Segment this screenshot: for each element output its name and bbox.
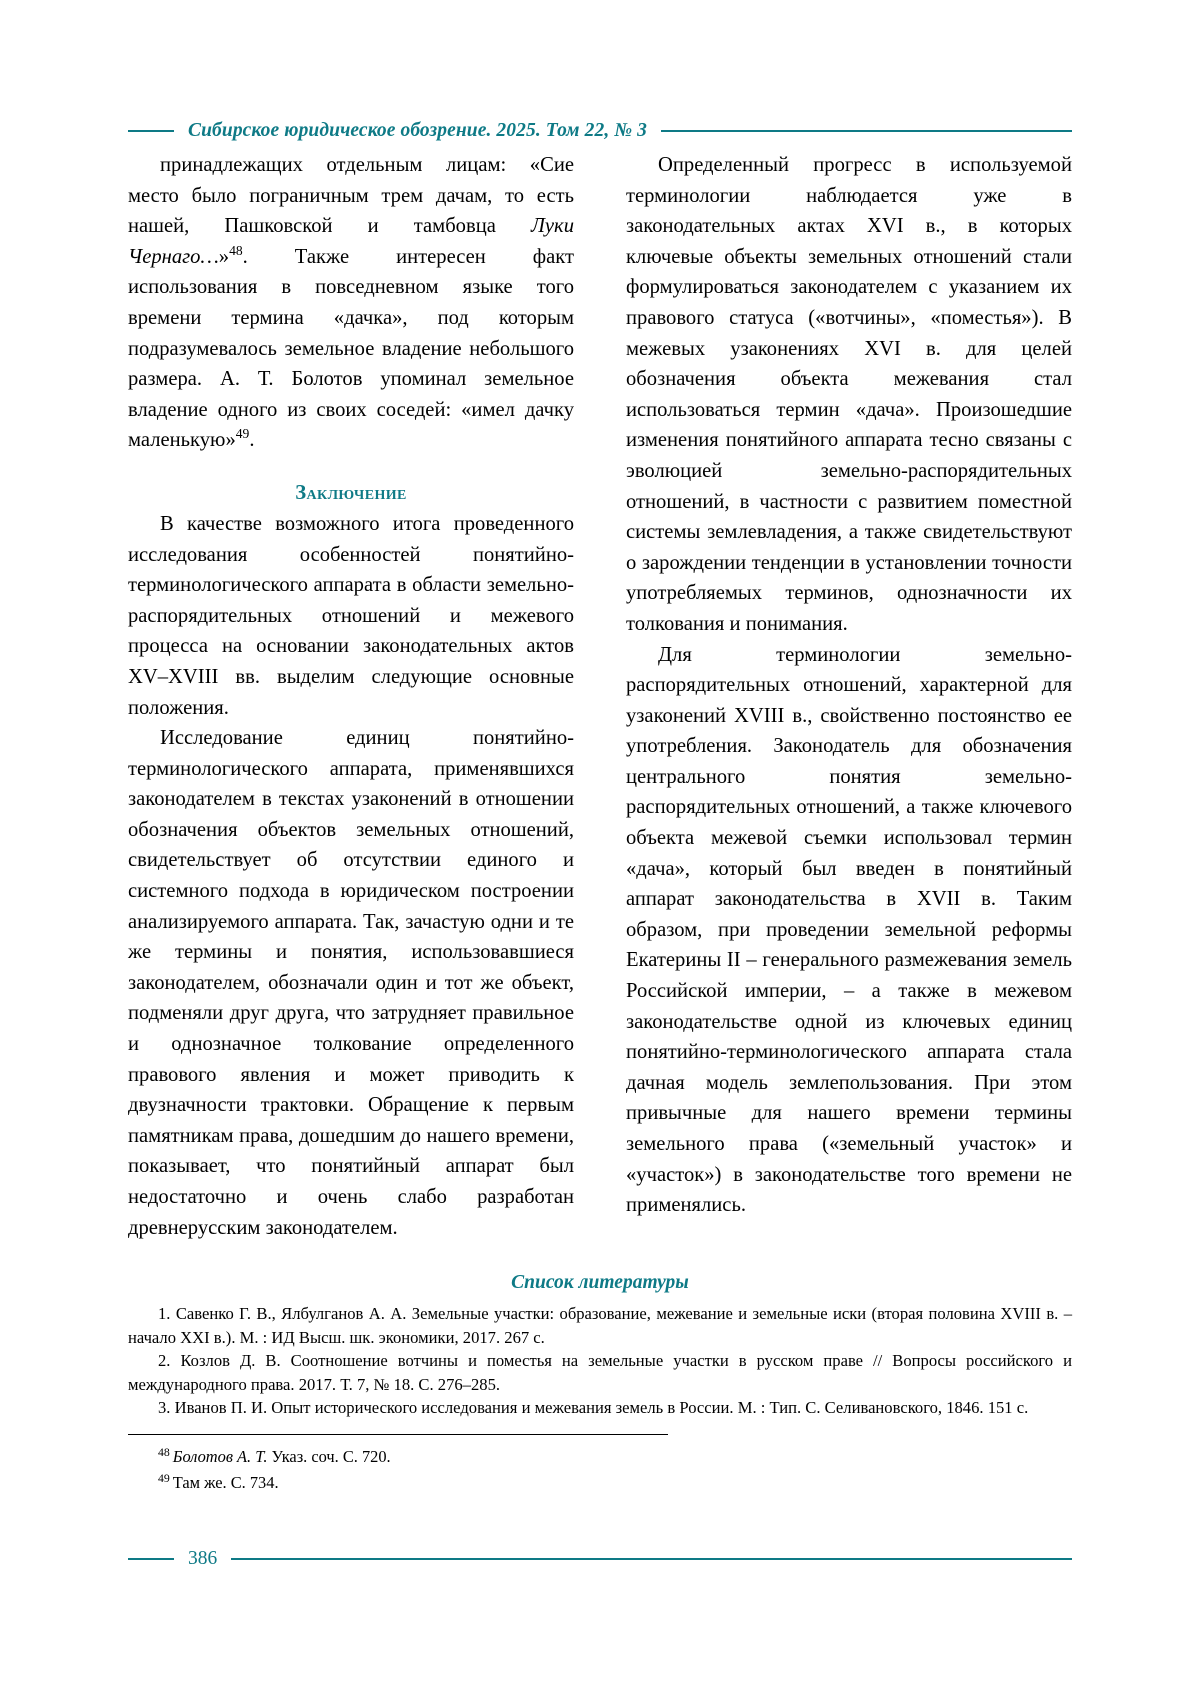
left-column [128,150,574,1243]
paragraph: В качестве возможного итога проведенного исследования особенностей понятийно-терминологического аппарата в области земельно-распорядительных отношений и межевого процесса на основании законодательных актов XV–XVIII вв. выделим следующие основные положения. [128,512,574,719]
reference-item: 2. Козлов Д. В. Соотношение вотчины и поместья на земельные участки в русском праве // Вопросы российского и международного права. 2017. Т. 7, № 18. С. 276–285. [128,1351,1072,1394]
body-columns [128,150,1072,1243]
footnote-marker: 48 [158,1444,170,1459]
footnotes-section [128,1434,688,1497]
footnote-item [128,1445,688,1469]
references-title: Список литературы [511,1272,689,1293]
references-section [128,1272,1072,1420]
running-head-title: Сибирское юридическое обозрение. 2025. Том 22, № 3 [188,120,648,141]
page-number: 386 [188,1548,218,1569]
footer-rule-right [231,1558,1072,1560]
paragraph: Определенный прогресс в используемой терминологии наблюдается уже в законодательных актах XVI в., в которых ключевые объекты земельных отношений стали формулироваться законодателем с указанием их правового статуса («вотчины», «поместья»). В межевых узаконениях XVI в. для целей обозначения объекта межевания стал использоваться термин «дача». Произошедшие изменения понятийного аппарата тесно связаны с эволюцией земельно-распорядительных отношений, в частности с развитием поместной системы землевладения, а также свидетельствуют о зарождении тенденции в установлении точности употребляемых терминов, однозначности их толкования и понимания. [626,154,1072,635]
section-heading-conclusion: Заключение [295,481,407,504]
running-head [128,120,1072,142]
footnote-marker: 49 [158,1470,170,1485]
page-footer [128,1548,1072,1570]
running-head-rule-right [661,130,1072,132]
reference-item: 3. Иванов П. И. Опыт исторического исследования и межевания земель в России. М. : Тип. С. Селивановского, 1846. 151 с. [158,1398,1029,1418]
footnote-text: Там же. С. 734. [172,1473,279,1492]
paragraph: Для терминологии земельно-распорядительных отношений, характерной для узаконений XVIII в., свойственно постоянство ее употребления. Законодатель для обозначения центрального понятия земельно-распорядительных отношений, а также ключевого объекта межевой съемки использовал термин «дача», который был введен в понятийный аппарат законодательства в XVII в. Таким образом, при проведении земельной реформы Екатерины II – генерального размежевания земель Российской империи, – а также в межевом законодательстве одной из ключевых единиц понятийно-терминологического аппарата стала дачная модель землепользования. При этом привычные для нашего времени термины земельного права («земельный участок» и «участок») в законодательстве того времени не применялись. [626,643,1072,1217]
reference-item: 1. Савенко Г. В., Ялбулганов А. А. Земельные участки: образование, межевание и земельные иски (вторая половина XVIII в. – начало XXI в.). М. : ИД Высш. шк. экономики, 2017. 267 с. [128,1304,1072,1347]
footnote-item [128,1471,688,1495]
running-head-rule-left [128,130,174,132]
footnote-text: Болотов А. Т. Указ. соч. С. 720. [172,1447,391,1466]
footnote-separator-rule [128,1434,668,1435]
paragraph: принадлежащих отдельным лицам: «Сие место было пограничным трем дачам, то есть нашей, Пашковской и тамбовца Луки Чернаго…»$^{48}$. Также интересен факт использования в повседневном языке того времени термина «дачка», под которым подразумевалось земельное владение небольшого размера. А. Т. Болотов упоминал земельное владение одного из своих соседей: «имел дачку маленькую»$^{49}$. [128,154,574,452]
footer-rule-left [128,1558,174,1560]
right-column [626,150,1072,1243]
paragraph: Исследование единиц понятийно-терминологического аппарата, применявшихся законодателем в текстах узаконений в отношении обозначения объектов земельных отношений, свидетельствует об отсутствии единого и системного подхода в юридическом построении анализируемого аппарата. Так, зачастую одни и те же термины и понятия, использовавшиеся законодателем, обозначали один и тот же объект, подменяли друг друга, что затрудняет правильное и однозначное толкование определенного правового явления и может приводить к двузначности трактовки. Обращение к первым памятникам права, дошедшим до нашего времени, показывает, что понятийный аппарат был недостаточно и очень слабо разработан древнерусским законодателем. [128,727,574,1239]
